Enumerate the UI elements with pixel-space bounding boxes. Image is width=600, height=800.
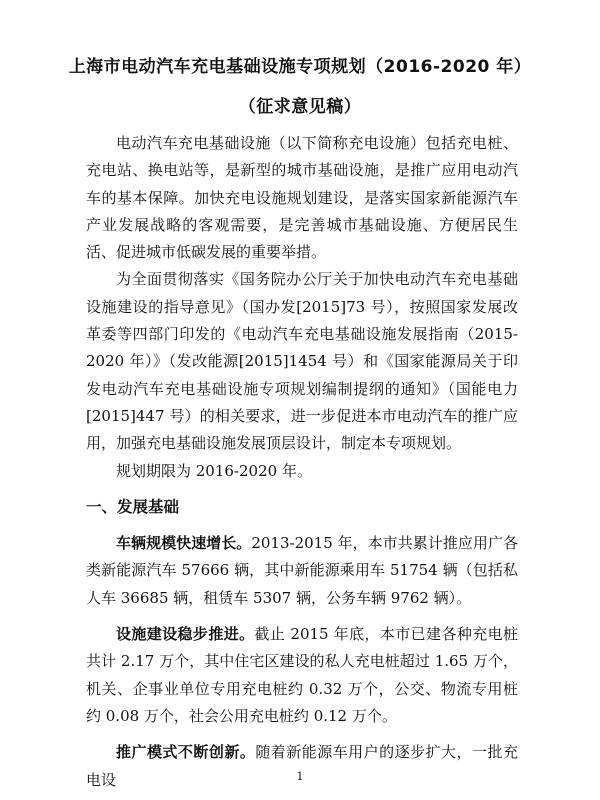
intro-paragraph: 为全面贯彻落实《国务院办公厅关于加快电动汽车充电基础设施建设的指导意见》（国办发[2015]73 号），按照国家发展改革委等四部门印发的《电动汽车充电基础设施发展指南（2015-2020 年）》（发改能源[2015]1454 号）和《国家能源局关于印发电动汽车充电基础设施专项规划编制提纲的通知》（国能电力[2015]447 号）的相关要求，进一步促进本市电动汽车的推广应用，加强充电基础设施发展顶层设计，制定本专项规划。 xyxy=(86,270,518,453)
intro-paragraph: 规划期限为 2016-2020 年。 xyxy=(116,461,312,480)
document-title: 上海市电动汽车充电基础设施专项规划（2016-2020 年） xyxy=(68,57,532,77)
paragraph-text: 随着新能源车用户的逐步扩大，一批充电设 xyxy=(86,743,518,789)
section-heading: 一、发展基础 xyxy=(86,497,180,516)
intro-paragraph: 电动汽车充电基础设施（以下简称充电设施）包括充电桩、充电站、换电站等，是新型的城市基础设施，是推广应用电动汽车的基本保障。加快充电设施规划建设，是落实国家新能源汽车产业发展战略的客观需要，是完善城市基础设施、方便居民生活、促进城市低碳发展的重要举措。 xyxy=(86,134,518,262)
body-paragraph xyxy=(86,621,518,730)
paragraph-text: 截止 2015 年底，本市已建各种充电桩共计 2.17 万个，其中住宅区建设的私人充电桩超过 1.65 万个，机关、企事业单位专用充电桩约 0.32 万个，公交、物流专用桩约 0.08 万个，社会公用充电桩约 0.12 万个。 xyxy=(86,625,518,725)
body-paragraph xyxy=(86,739,518,794)
document-subtitle: （征求意见稿） xyxy=(238,97,362,117)
page-number: 1 xyxy=(296,770,304,783)
paragraph-text: 2013-2015 年，本市共累计推应用广各类新能源汽车 57666 辆，其中新能源乘用车 51754 辆（包括私人车 36685 辆，租赁车 5307 辆，公务车辆 9762 辆）。 xyxy=(86,534,518,607)
paragraph-lead: 推广模式不断创新。 xyxy=(116,743,256,762)
document-body xyxy=(86,130,518,794)
paragraph-lead: 车辆规模快速增长。 xyxy=(116,534,252,553)
paragraph-lead: 设施建设稳步推进。 xyxy=(116,625,255,644)
body-paragraph xyxy=(86,530,518,612)
